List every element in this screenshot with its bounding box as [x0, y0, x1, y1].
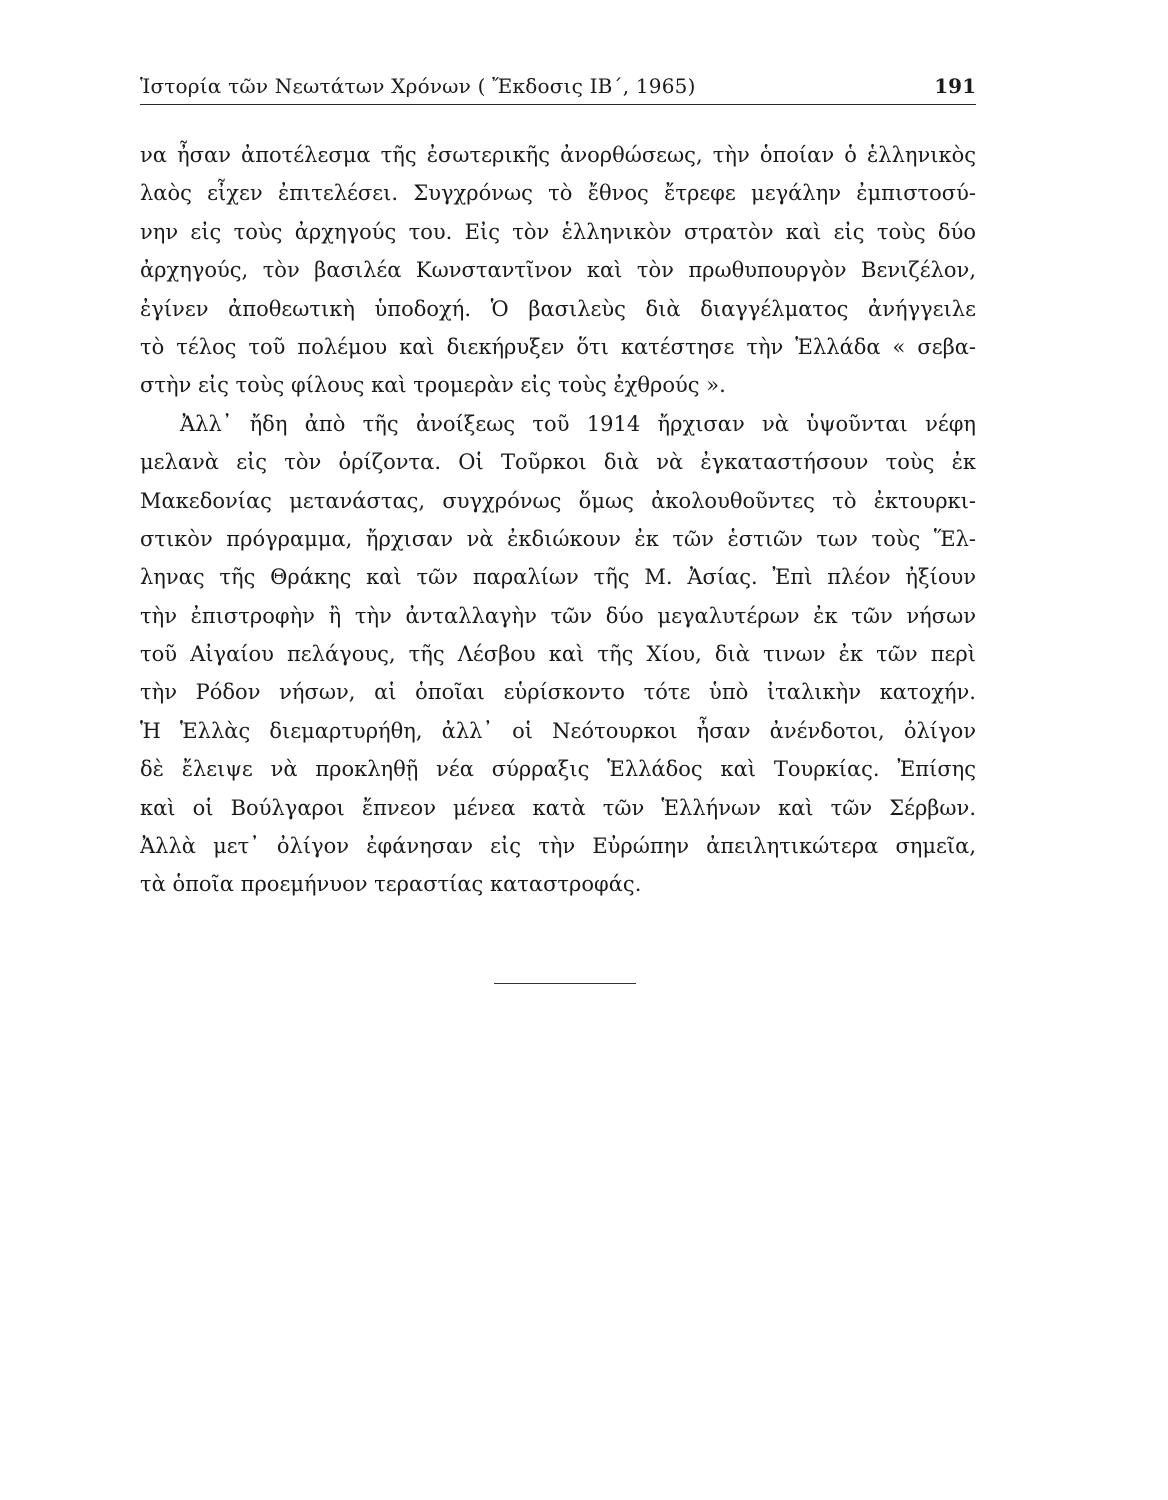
- text-line: ἀρχηγούς, τὸν βασιλέα Κωνσταντῖνον καὶ τὸν πρωθυπουργὸν Βενιζέλον,: [140, 258, 976, 283]
- text-line: καὶ οἱ Βούλγαροι ἔπνεον μένεα κατὰ τῶν Ἑλλήνων καὶ τῶν Σέρβων.: [140, 795, 976, 820]
- text-line: τοῦ Αἰγαίου πελάγους, τῆς Λέσβου καὶ τῆς Χίου, διὰ τινων ἐκ τῶν περὶ: [140, 642, 976, 667]
- text-line: νην εἰς τοὺς ἀρχηγούς του. Εἰς τὸν ἑλληνικὸν στρατὸν καὶ εἰς τοὺς δύο: [140, 219, 976, 244]
- text-line: στὴν εἰς τοὺς φίλους καὶ τρομερὰν εἰς τοὺς ἐχθρούς ».: [140, 373, 726, 398]
- header-title: Ἱστορία τῶν Νεωτάτων Χρόνων ( Ἔκδοσις ΙΒ΄, 1965): [140, 74, 696, 98]
- page-number: 191: [934, 74, 976, 98]
- text-line: στικὸν πρόγραμμα, ἤρχισαν νὰ ἐκδιώκουν ἐκ τῶν ἑστιῶν των τοὺς Ἕλ-: [140, 526, 976, 551]
- text-line: Μακεδονίας μετανάστας, συγχρόνως ὅμως ἀκολουθοῦντες τὸ ἐκτουρκι-: [140, 488, 976, 513]
- text-line: τὸ τέλος τοῦ πολέμου καὶ διεκήρυξεν ὅτι κατέστησε τὴν Ἑλλάδα « σεβα-: [140, 334, 976, 359]
- text-line: Ἡ Ἑλλὰς διεμαρτυρήθη, ἀλλ᾽ οἱ Νεότουρκοι ἦσαν ἀνένδοτοι, ὀλίγον: [140, 718, 976, 743]
- text-line: τὰ ὁποῖα προεμήνυον τεραστίας καταστροφάς.: [140, 872, 642, 897]
- text-line: Ἀλλ᾽ ἤδη ἀπὸ τῆς ἀνοίξεως τοῦ 1914 ἤρχισαν νὰ ὑψοῦνται νέφη: [180, 411, 976, 436]
- body-text: [140, 136, 976, 904]
- header-rule: [140, 104, 976, 105]
- footnote-rule: [494, 983, 636, 984]
- text-line: τὴν Ρόδον νήσων, αἱ ὁποῖαι εὑρίσκοντο τότε ὑπὸ ἰταλικὴν κατοχήν.: [140, 680, 976, 705]
- text-line: να ἦσαν ἀποτέλεσμα τῆς ἐσωτερικῆς ἀνορθώσεως, τὴν ὁποίαν ὁ ἑλληνικὸς: [140, 143, 976, 167]
- text-line: λαὸς εἶχεν ἐπιτελέσει. Συγχρόνως τὸ ἔθνος ἔτρεφε μεγάλην ἐμπιστοσύ-: [140, 181, 976, 206]
- text-line: Ἀλλὰ μετ᾽ ὀλίγον ἐφάνησαν εἰς τὴν Εὐρώπην ἀπειλητικώτερα σημεῖα,: [140, 834, 976, 859]
- text-line: ἐγίνεν ἀποθεωτικὴ ὑποδοχή. Ὁ βασιλεὺς διὰ διαγγέλματος ἀνήγγειλε: [140, 296, 976, 321]
- text-line: τὴν ἐπιστροφὴν ἢ τὴν ἀνταλλαγὴν τῶν δύο μεγαλυτέρων ἐκ τῶν νήσων: [140, 603, 976, 628]
- text-line: μελανὰ εἰς τὸν ὁρίζοντα. Οἱ Τοῦρκοι διὰ νὰ ἐγκαταστήσουν τοὺς ἐκ: [140, 450, 976, 475]
- running-header: [140, 70, 976, 102]
- text-line: ληνας τῆς Θράκης καὶ τῶν παραλίων τῆς Μ. Ἀσίας. Ἐπὶ πλέον ἠξίουν: [140, 565, 976, 590]
- text-line: δὲ ἔλειψε νὰ προκληθῇ νέα σύρραξις Ἑλλάδος καὶ Τουρκίας. Ἐπίσης: [140, 757, 976, 782]
